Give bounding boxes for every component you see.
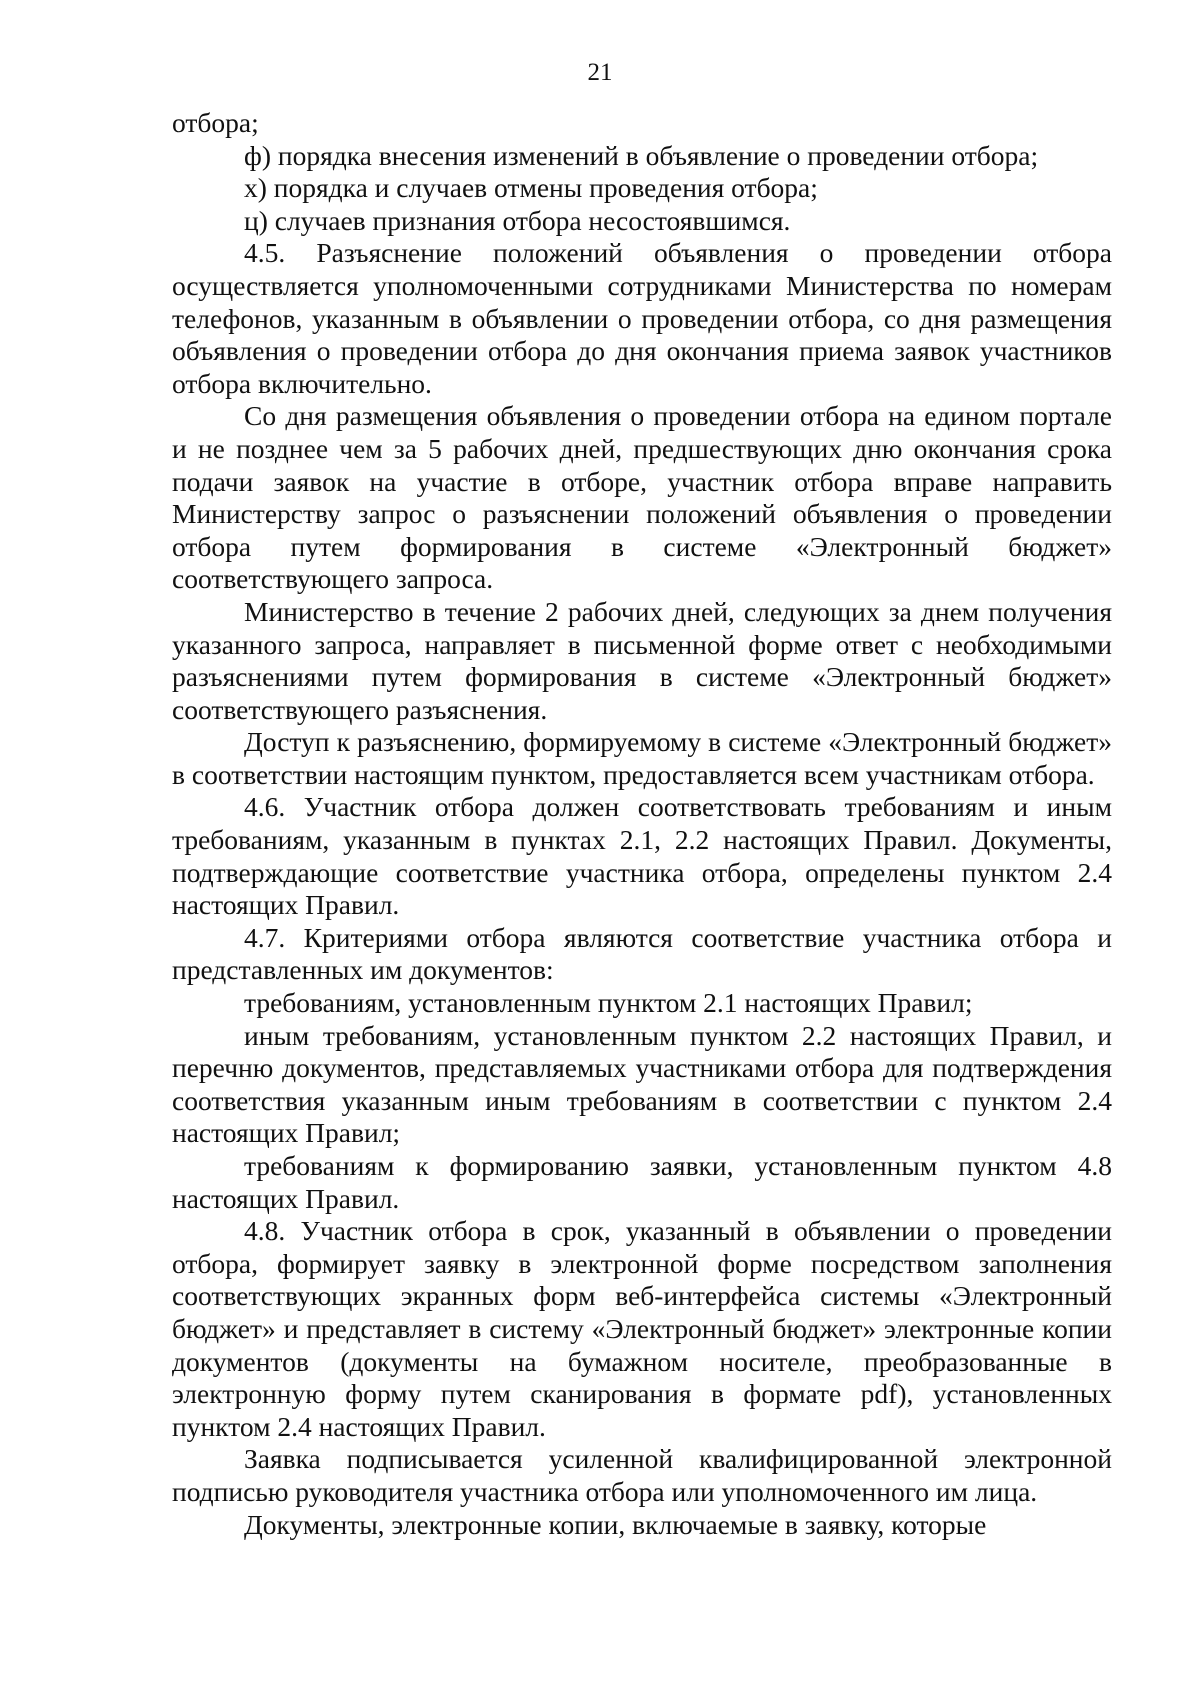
paragraph-12: иным требованиям, установленным пунктом 2.2 настоящих Правил, и перечню документов, представляемых участниками отбора для подтверждения соответствия указанным иным требованиям в соответствии с пунктом 2.4 настоящих Правил; <box>172 1019 1112 1149</box>
paragraph-2: ф) порядка внесения изменений в объявление о проведении отбора; <box>244 139 1039 171</box>
paragraph-8: Доступ к разъяснению, формируемому в системе «Электронный бюджет» в соответствии настоящим пунктом, предоставляется всем участникам отбора. <box>172 726 1112 790</box>
paragraph-10: 4.7. Критериями отбора являются соответствие участника отбора и представленных им документов: <box>172 921 1112 986</box>
paragraph-14: 4.8. Участник отбора в срок, указанный в объявлении о проведении отбора, формирует заявку в электронной форме посредством заполнения соответствующих экранных форм веб-интерфейса системы «Электронный бюджет» и представляет в систему «Электронный бюджет» электронные копии документов (документы на бумажном носителе, преобразованные в электронную форму путем сканирования в формате pdf), установленных пунктом 2.4 настоящих Правил. <box>172 1215 1112 1442</box>
paragraph-3: х) порядка и случаев отмены проведения отбора; <box>244 172 818 204</box>
paragraph-4: ц) случаев признания отбора несостоявшимся. <box>244 204 791 236</box>
paragraph-1: отбора; <box>172 107 259 138</box>
paragraph-9: 4.6. Участник отбора должен соответствовать требованиям и иным требованиям, указанным в пунктах 2.1, 2.2 настоящих Правил. Документы, подтверждающие соответствие участника отбора, определены пунктом 2.4 настоящих Правил. <box>172 791 1112 921</box>
paragraph-11: требованиям, установленным пунктом 2.1 настоящих Правил; <box>244 987 973 1019</box>
paragraph-7: Министерство в течение 2 рабочих дней, следующих за днем получения указанного запроса, направляет в письменной форме ответ с необходимыми разъяснениями путем формирования в системе «Электронный бюджет» соответствующего разъяснения. <box>172 595 1112 725</box>
page-number: 21 <box>587 59 613 86</box>
paragraph-16: Документы, электронные копии, включаемые в заявку, которые <box>244 1508 987 1540</box>
paragraph-5: 4.5. Разъяснение положений объявления о проведении отбора осуществляется уполномоченными сотрудниками Министерства по номерам телефонов, указанным в объявлении о проведении отбора, со дня размещения объявления о проведении отбора до дня окончания приема заявок участников отбора включительно. <box>172 237 1112 399</box>
paragraph-13: требованиям к формированию заявки, установленным пунктом 4.8 настоящих Правил. <box>172 1150 1112 1214</box>
paragraph-15: Заявка подписывается усиленной квалифицированной электронной подписью руководителя участника отбора или уполномоченного им лица. <box>172 1443 1112 1507</box>
paragraph-6: Со дня размещения объявления о проведении отбора на едином портале и не позднее чем за 5 рабочих дней, предшествующих дню окончания срока подачи заявок на участие в отборе, участник отбора вправе направить Министерству запрос о разъяснении положений объявления о проведении отбора путем формирования в системе «Электронный бюджет» соответствующего запроса. <box>172 400 1112 595</box>
document-body <box>172 107 1112 1541</box>
